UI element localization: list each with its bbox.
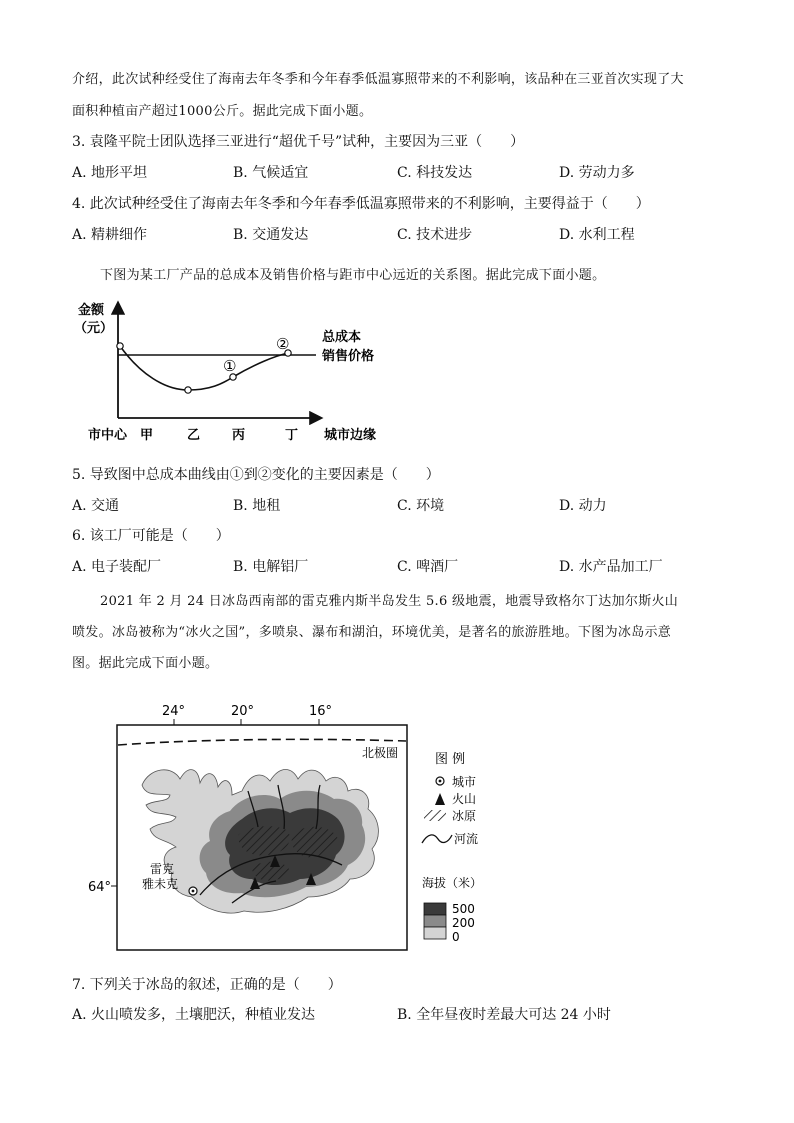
question-6-option-b[interactable]: B. 电解铝厂 [233,559,309,575]
annotation-circle-1: ① [223,357,237,375]
series-label-sales-price: 销售价格 [322,349,375,364]
legend-river-label: 河流 [454,832,479,846]
elevation-swatch-high [424,903,446,915]
passage-3-line-3: 图。据此完成下面小题。 [72,656,219,671]
question-6-option-c[interactable]: C. 啤酒厂 [397,559,459,575]
x-label-jia: 甲 [140,428,154,443]
lat-label-64: 64° [88,880,112,895]
legend-title: 图 例 [435,752,466,767]
y-axis-label-line2: （元） [74,321,114,336]
series-label-total-cost: 总成本 [322,330,362,345]
question-3-stem: 3. 袁隆平院士团队选择三亚进行“超优千号”试种，主要因为三亚（ ） [72,134,525,150]
passage-2-line-1: 下图为某工厂产品的总成本及销售价格与距市中心远近的关系图。据此完成下面小题。 [100,268,606,283]
question-7-stem: 7. 下列关于冰岛的叙述，正确的是（ ） [72,977,342,993]
passage-3-line-1: 2021 年 2 月 24 日冰岛西南部的雷克雅内斯半岛发生 5.6 级地震，地震导致格尔丁达加尔斯火山 [100,594,679,609]
question-3-option-c[interactable]: C. 科技发达 [397,165,473,181]
question-6-option-a[interactable]: A. 电子装配厂 [72,559,162,575]
x-label-city-center: 市中心 [88,428,128,443]
city-label-line2: 雅未克 [142,877,179,891]
question-5-stem: 5. 导致图中总成本曲线由①到②变化的主要因素是（ ） [72,467,440,483]
question-7-option-a[interactable]: A. 火山喷发多，土壤肥沃，种植业发达 [72,1007,316,1023]
elevation-swatch-mid [424,915,446,927]
total-cost-curve [120,346,288,390]
elevation-title: 海拔（米） [422,876,483,890]
x-label-bing: 丙 [232,428,246,443]
question-5-option-b[interactable]: B. 地租 [233,498,281,514]
legend-volcano-label: 火山 [452,792,477,806]
legend-city-label: 城市 [452,775,477,789]
total-cost-point-yi [185,387,191,393]
x-label-ding: 丁 [285,428,299,443]
elevation-label-500: 500 [452,902,475,916]
elevation-label-0: 0 [452,930,460,944]
passage-1-line-1: 介绍，此次试种经受住了海南去年冬季和今年春季低温寡照带来的不利影响，该品种在三亚首次实现了大 [72,72,684,87]
elevation-label-200: 200 [452,916,475,930]
city-label-line1: 雷克 [150,862,175,876]
question-4-option-c[interactable]: C. 技术进步 [397,227,473,243]
question-4-option-b[interactable]: B. 交通发达 [233,227,309,243]
cost-distance-chart [70,292,410,452]
iceland-map [80,695,500,960]
question-3-option-d[interactable]: D. 劳动力多 [559,165,635,181]
legend-glacier-icon [424,810,446,821]
question-4-stem: 4. 此次试种经受住了海南去年冬季和今年春季低温寡照带来的不利影响，主要得益于（ ） [72,196,650,212]
question-6-stem: 6. 该工厂可能是（ ） [72,528,230,544]
question-5-option-c[interactable]: C. 环境 [397,498,445,514]
question-7-option-b[interactable]: B. 全年昼夜时差最大可达 24 小时 [397,1007,611,1023]
lon-label-24: 24° [162,704,186,719]
legend-glacier-label: 冰原 [452,809,477,823]
passage-1-line-2: 面积种植亩产超过1000公斤。据此完成下面小题。 [72,104,373,119]
question-5-option-a[interactable]: A. 交通 [72,498,120,514]
question-6-option-d[interactable]: D. 水产品加工厂 [559,559,663,575]
legend-volcano-icon [435,793,445,805]
question-3-option-b[interactable]: B. 气候适宜 [233,165,309,181]
arctic-circle-label: 北极圈 [362,746,399,760]
elevation-swatch-low [424,927,446,939]
lon-label-20: 20° [231,704,255,719]
annotation-circle-2: ② [276,335,290,353]
x-label-city-edge: 城市边缘 [324,428,377,443]
question-5-option-d[interactable]: D. 动力 [559,498,607,514]
legend-river-icon [422,835,452,843]
question-4-option-d[interactable]: D. 水利工程 [559,227,635,243]
x-label-yi: 乙 [187,428,201,443]
total-cost-point-jia [117,343,123,349]
question-4-option-a[interactable]: A. 精耕细作 [72,227,148,243]
question-3-option-a[interactable]: A. 地形平坦 [72,165,148,181]
passage-3-line-2: 喷发。冰岛被称为“冰火之国”，多喷泉、瀑布和湖泊，环境优美，是著名的旅游胜地。下图为冰岛示意 [72,625,672,640]
lon-label-16: 16° [309,704,333,719]
y-axis-label-line1: 金额 [78,303,105,318]
